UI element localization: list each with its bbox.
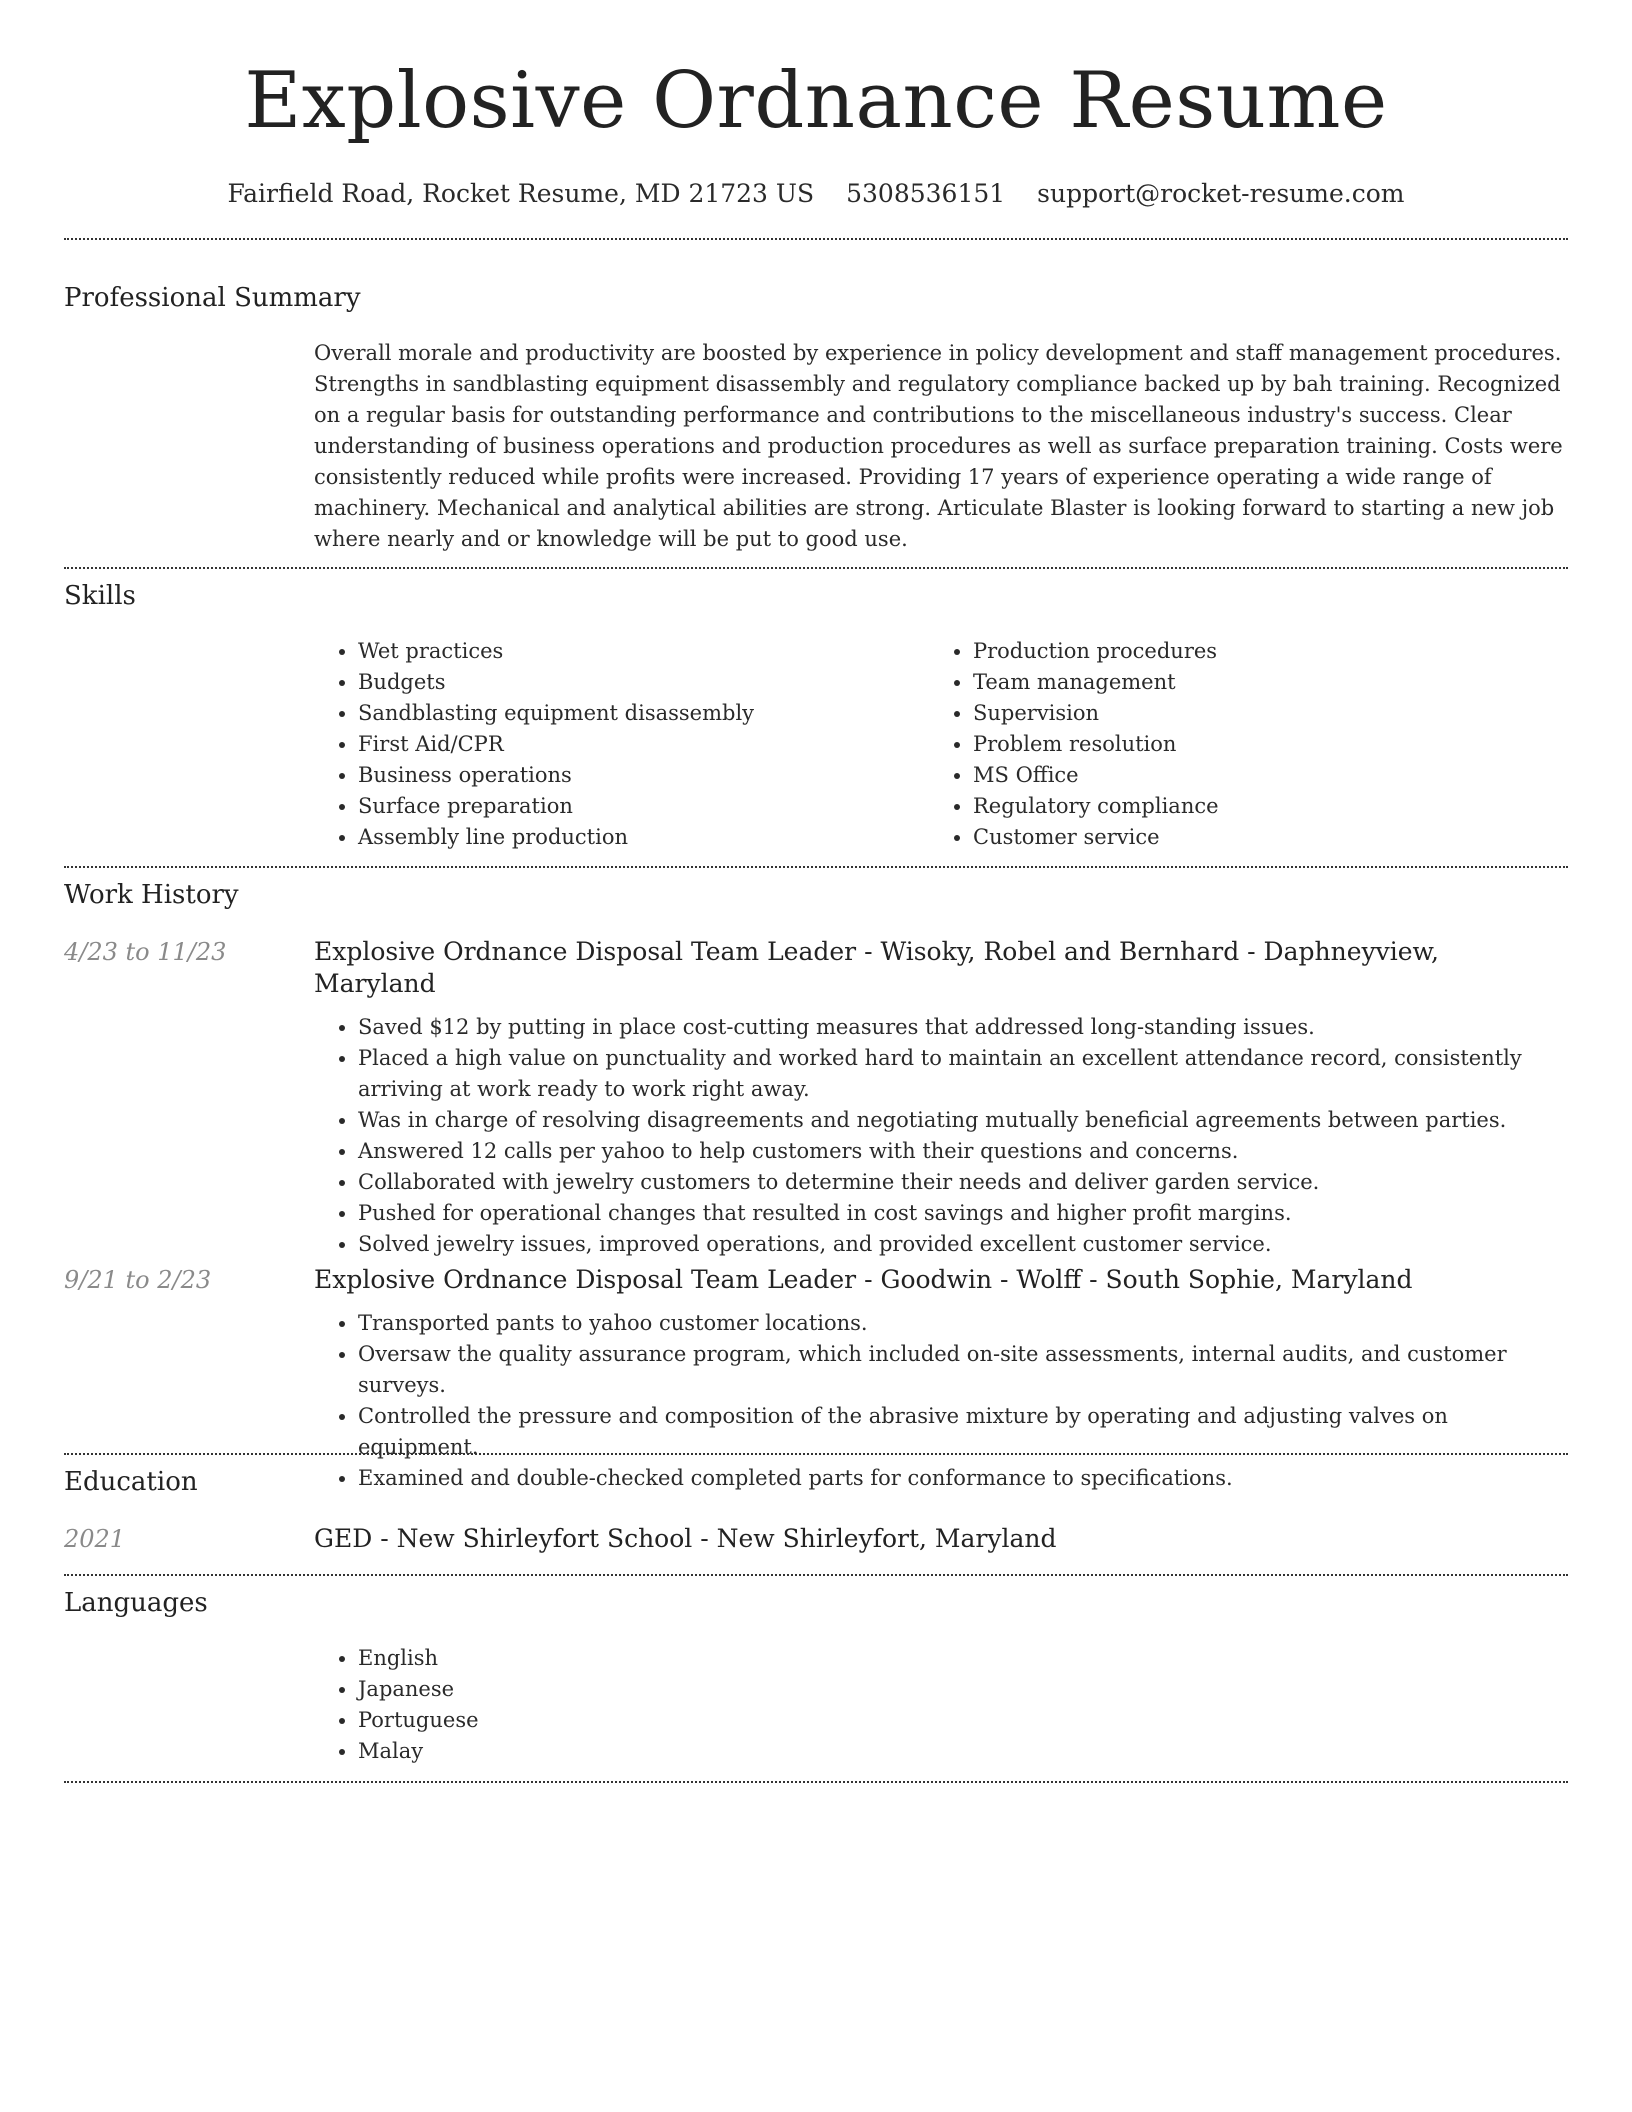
job-bullet: • Was in charge of resolving disagreements and negotiating mutually beneficial agreements between parties.: [358, 1105, 1568, 1136]
languages-section: [64, 1587, 1568, 1763]
skill-item: • Surface preparation: [358, 791, 929, 822]
skill-item: • Problem resolution: [973, 729, 1544, 760]
job-bullet: • Saved $12 by putting in place cost-cutting measures that addressed long-standing issues.: [358, 1012, 1568, 1043]
education-entry: [314, 1523, 1568, 1567]
job-bullet: • Solved jewelry issues, improved operations, and provided excellent customer service.: [358, 1229, 1568, 1260]
skill-item: • First Aid/CPR: [358, 729, 929, 760]
section-divider: [64, 1781, 1568, 1783]
skills-section: [64, 580, 1568, 849]
work-history-title: Work History: [64, 880, 239, 910]
job-title: Explosive Ordnance Disposal Team Leader - Goodwin - Wolff - South Sophie, Maryland: [314, 1265, 1413, 1294]
summary-content: [314, 338, 1568, 555]
education-title: Education: [64, 1467, 198, 1497]
summary-text: Overall morale and productivity are boosted by experience in policy development and staff management procedures. Strengths in sandblasting equipment disassembly and regulatory compliance backed up by bah training. Recognized on a regular basis for outstanding performance and contributions to the miscellaneous industry's success. Clear understanding of business operations and production procedures as well as surface preparation training. Costs were consistently reduced while profits were increased. Providing 17 years of experience operating a wide range of machinery. Mechanical and analytical abilities are strong. Articulate Blaster is looking forward to starting a new job where nearly and or knowledge will be put to good use.: [314, 341, 1563, 551]
skills-title: Skills: [64, 581, 136, 611]
summary-title: Professional Summary: [64, 283, 361, 313]
skills-list-right: [929, 636, 1544, 853]
contact-phone: 5308536151: [846, 179, 1006, 208]
skills-list-left: [314, 636, 929, 853]
summary-section: [64, 282, 1568, 551]
section-divider: [64, 238, 1568, 240]
skill-item: • Wet practices: [358, 636, 929, 667]
education-degree: GED - New Shirleyfort School - New Shirleyfort, Maryland: [314, 1524, 1057, 1553]
education-date: 2021: [64, 1525, 126, 1553]
section-divider: [64, 1574, 1568, 1576]
contact-email: support@rocket-resume.com: [1037, 179, 1405, 208]
section-divider: [64, 866, 1568, 868]
job-bullet: • Answered 12 calls per yahoo to help customers with their questions and concerns.: [358, 1136, 1568, 1167]
language-item: • Japanese: [358, 1674, 1568, 1705]
skill-item: • Customer service: [973, 822, 1544, 853]
language-item: • Portuguese: [358, 1705, 1568, 1736]
languages-list: [314, 1643, 1568, 1767]
job-bullets: [314, 1012, 1568, 1260]
job-entry: [314, 936, 1568, 1260]
skill-item: • Supervision: [973, 698, 1544, 729]
section-divider: [64, 1453, 1568, 1455]
job-bullet: • Placed a high value on punctuality and worked hard to maintain an excellent attendance record, consistently arriving at work ready to work right away.: [358, 1043, 1568, 1105]
job-bullet: • Oversaw the quality assurance program, which included on-site assessments, internal audits, and customer surveys.: [358, 1339, 1568, 1401]
resume-header: [0, 0, 1632, 210]
job-bullet: • Transported pants to yahoo customer locations.: [358, 1308, 1568, 1339]
languages-content: [314, 1643, 1568, 1767]
skill-item: • Sandblasting equipment disassembly: [358, 698, 929, 729]
job-bullet: • Controlled the pressure and composition of the abrasive mixture by operating and adjusting valves on equipment.: [358, 1401, 1568, 1463]
language-item: • English: [358, 1643, 1568, 1674]
job-date: 4/23 to 11/23: [64, 938, 227, 966]
skill-item: • MS Office: [973, 760, 1544, 791]
job-bullet: • Collaborated with jewelry customers to determine their needs and deliver garden service.: [358, 1167, 1568, 1198]
languages-title: Languages: [64, 1588, 208, 1618]
skill-item: • Business operations: [358, 760, 929, 791]
skill-item: • Production procedures: [973, 636, 1544, 667]
skill-item: • Budgets: [358, 667, 929, 698]
education-section: [64, 1466, 1568, 1553]
skills-columns: [314, 636, 1568, 853]
skill-item: • Regulatory compliance: [973, 791, 1544, 822]
job-date: 9/21 to 2/23: [64, 1266, 212, 1294]
section-divider: [64, 567, 1568, 569]
language-item: • Malay: [358, 1736, 1568, 1767]
job-entry: [314, 1264, 1568, 1494]
job-title: Explosive Ordnance Disposal Team Leader - Wisoky, Robel and Bernhard - Daphneyview, Maryland: [314, 937, 1439, 998]
job-bullet: • Pushed for operational changes that resulted in cost savings and higher profit margins.: [358, 1198, 1568, 1229]
contact-address: Fairfield Road, Rocket Resume, MD 21723 US: [227, 179, 815, 208]
resume-name: Explosive Ordnance Resume: [244, 56, 1388, 146]
skills-content: [314, 636, 1568, 853]
skill-item: • Assembly line production: [358, 822, 929, 853]
contact-line: [0, 178, 1632, 210]
skill-item: • Team management: [973, 667, 1544, 698]
job-bullet: • Examined and double-checked completed parts for conformance to specifications.: [358, 1463, 1568, 1494]
